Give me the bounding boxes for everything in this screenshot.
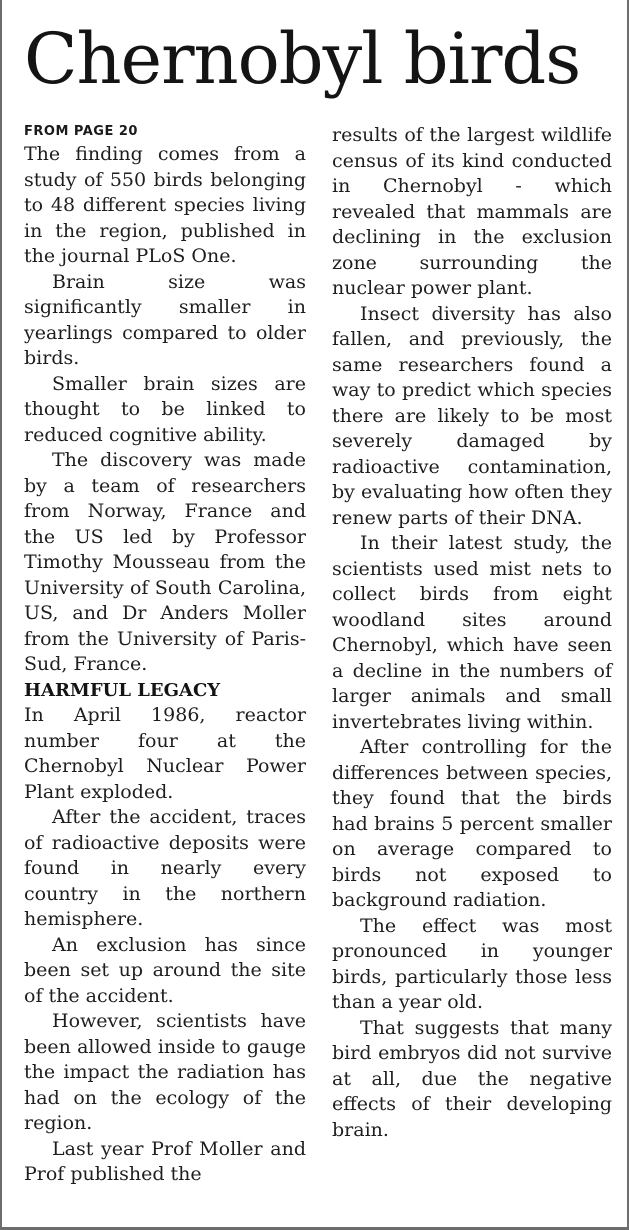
continued-from-label: FROM PAGE 20 (24, 124, 138, 139)
paragraph: Last year Prof Moller and Prof published the (24, 1137, 306, 1185)
left-column (24, 122, 306, 1188)
headline: Chernobyl birds (24, 18, 581, 100)
subheading: HARMFUL LEGACY (24, 679, 221, 701)
paragraph: An exclusion has since been set up around the site of the accident. (24, 933, 306, 1007)
paragraph: That suggests that many bird embryos did not survive at all, due the negative effects of their developing brain. (332, 1016, 612, 1141)
paragraph: After controlling for the differences between species, they found that the birds had brains 5 percent smaller on average compared to birds not exposed to background radiation. (332, 736, 612, 911)
paragraph: Smaller brain sizes are thought to be linked to reduced cognitive ability. (24, 372, 306, 446)
paragraph: Insect diversity has also fallen, and previously, the same researchers found a way to predict which species there are likely to be most severely damaged by radioactive contamination, by evaluating how often they renew parts of their DNA. (332, 302, 612, 529)
paragraph: results of the largest wildlife census of its kind conducted in Chernobyl - which revealed that mammals are declining in the exclusion zone surrounding the nuclear power plant. (332, 124, 612, 299)
paragraph: The discovery was made by a team of researchers from Norway, France and the US led by Professor Timothy Mousseau from the University of South Carolina, US, and Dr Anders Moller from the University of Paris-Sud, France. (24, 449, 306, 675)
paragraph: In their latest study, the scientists used mist nets to collect birds from eight woodland sites around Chernobyl, which have seen a decline in the numbers of larger animals and small invertebrates living within. (332, 532, 612, 733)
paragraph: In April 1986, reactor number four at the Chernobyl Nuclear Power Plant exploded. (24, 704, 306, 803)
paragraph: Brain size was significantly smaller in yearlings compared to older birds. (24, 270, 306, 369)
paragraph: However, scientists have been allowed inside to gauge the impact the radiation has had on the ecology of the region. (24, 1010, 306, 1134)
paragraph: The effect was most pronounced in younger birds, particularly those less than a year old. (332, 914, 612, 1013)
paragraph: The finding comes from a study of 550 birds belonging to 48 different species living in the region, published in the journal PLoS One. (24, 143, 306, 267)
right-column (332, 123, 612, 1143)
paragraph: After the accident, traces of radioactive deposits were found in nearly every country in the northern hemisphere. (24, 806, 306, 930)
